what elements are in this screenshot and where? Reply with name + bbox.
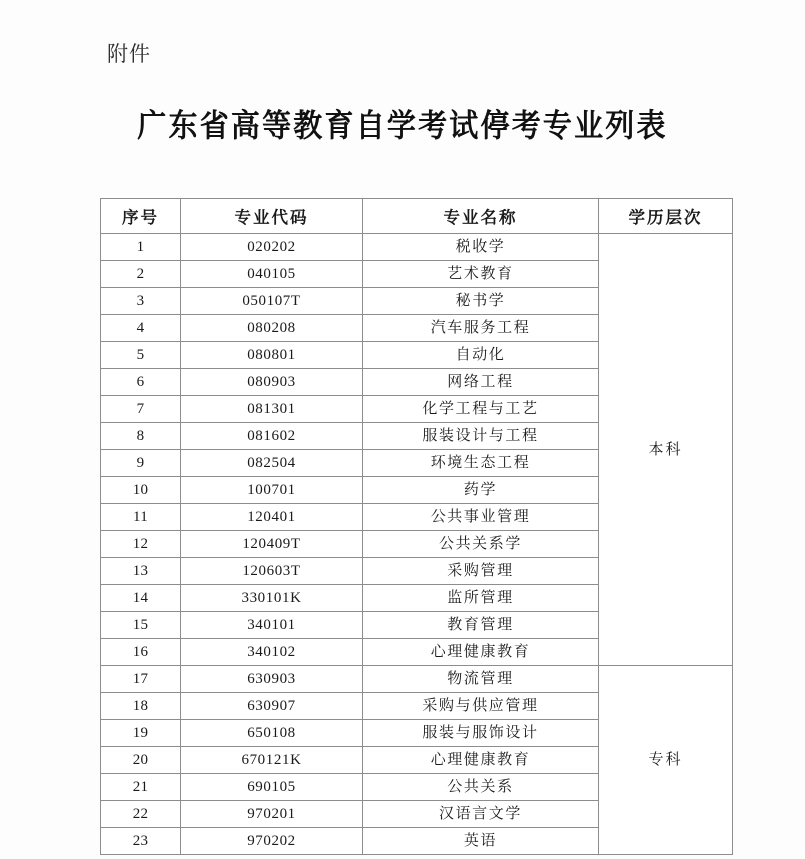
cell-education-level: 专科: [599, 666, 733, 855]
cell-major-name: 教育管理: [363, 612, 599, 639]
cell-major-code: 970201: [181, 801, 363, 828]
cell-seq: 6: [101, 369, 181, 396]
cell-major-name: 网络工程: [363, 369, 599, 396]
cell-seq: 22: [101, 801, 181, 828]
cell-major-name: 物流管理: [363, 666, 599, 693]
cell-seq: 2: [101, 261, 181, 288]
table-row: [101, 234, 733, 261]
cell-seq: 13: [101, 558, 181, 585]
cell-seq: 19: [101, 720, 181, 747]
cell-seq: 11: [101, 504, 181, 531]
cell-major-code: 050107T: [181, 288, 363, 315]
cell-seq: 15: [101, 612, 181, 639]
cell-major-code: 690105: [181, 774, 363, 801]
cell-seq: 3: [101, 288, 181, 315]
cell-major-code: 020202: [181, 234, 363, 261]
cell-major-name: 采购与供应管理: [363, 693, 599, 720]
cell-major-name: 公共事业管理: [363, 504, 599, 531]
column-header-code: 专业代码: [181, 199, 363, 234]
cell-major-name: 英语: [363, 828, 599, 855]
cell-major-name: 药学: [363, 477, 599, 504]
cell-seq: 7: [101, 396, 181, 423]
cell-seq: 10: [101, 477, 181, 504]
cell-major-name: 汉语言文学: [363, 801, 599, 828]
cell-major-name: 汽车服务工程: [363, 315, 599, 342]
cell-major-name: 监所管理: [363, 585, 599, 612]
cell-major-name: 心理健康教育: [363, 639, 599, 666]
cell-major-code: 330101K: [181, 585, 363, 612]
cell-seq: 5: [101, 342, 181, 369]
cell-major-name: 公共关系: [363, 774, 599, 801]
cell-major-name: 秘书学: [363, 288, 599, 315]
cell-major-code: 080903: [181, 369, 363, 396]
cell-major-code: 082504: [181, 450, 363, 477]
table-body: [101, 234, 733, 855]
cell-seq: 20: [101, 747, 181, 774]
cell-major-code: 650108: [181, 720, 363, 747]
cell-major-code: 080801: [181, 342, 363, 369]
cell-major-name: 环境生态工程: [363, 450, 599, 477]
majors-table-container: [100, 198, 732, 855]
cell-seq: 23: [101, 828, 181, 855]
cell-major-code: 340101: [181, 612, 363, 639]
cell-major-code: 630903: [181, 666, 363, 693]
column-header-level: 学历层次: [599, 199, 733, 234]
cell-seq: 14: [101, 585, 181, 612]
cell-major-name: 服装设计与工程: [363, 423, 599, 450]
table-header-row: [101, 199, 733, 234]
cell-major-name: 艺术教育: [363, 261, 599, 288]
cell-major-name: 自动化: [363, 342, 599, 369]
cell-education-level: 本科: [599, 234, 733, 666]
column-header-seq: 序号: [101, 199, 181, 234]
cell-major-code: 120409T: [181, 531, 363, 558]
cell-seq: 4: [101, 315, 181, 342]
cell-seq: 1: [101, 234, 181, 261]
cell-seq: 9: [101, 450, 181, 477]
cell-major-name: 服装与服饰设计: [363, 720, 599, 747]
cell-major-code: 081301: [181, 396, 363, 423]
cell-seq: 21: [101, 774, 181, 801]
cell-major-code: 100701: [181, 477, 363, 504]
stopped-majors-table: [100, 198, 733, 855]
cell-seq: 17: [101, 666, 181, 693]
attachment-label: 附件: [107, 43, 151, 66]
cell-major-name: 公共关系学: [363, 531, 599, 558]
cell-major-code: 081602: [181, 423, 363, 450]
table-header: [101, 199, 733, 234]
cell-major-name: 税收学: [363, 234, 599, 261]
cell-major-name: 心理健康教育: [363, 747, 599, 774]
cell-seq: 16: [101, 639, 181, 666]
cell-seq: 12: [101, 531, 181, 558]
cell-major-code: 340102: [181, 639, 363, 666]
column-header-name: 专业名称: [363, 199, 599, 234]
table-row: [101, 666, 733, 693]
cell-major-name: 采购管理: [363, 558, 599, 585]
cell-major-code: 630907: [181, 693, 363, 720]
cell-major-name: 化学工程与工艺: [363, 396, 599, 423]
cell-major-code: 120603T: [181, 558, 363, 585]
cell-seq: 8: [101, 423, 181, 450]
cell-major-code: 670121K: [181, 747, 363, 774]
page-title: 广东省高等教育自学考试停考专业列表: [137, 109, 668, 144]
cell-major-code: 120401: [181, 504, 363, 531]
cell-major-code: 080208: [181, 315, 363, 342]
cell-major-code: 040105: [181, 261, 363, 288]
cell-seq: 18: [101, 693, 181, 720]
cell-major-code: 970202: [181, 828, 363, 855]
